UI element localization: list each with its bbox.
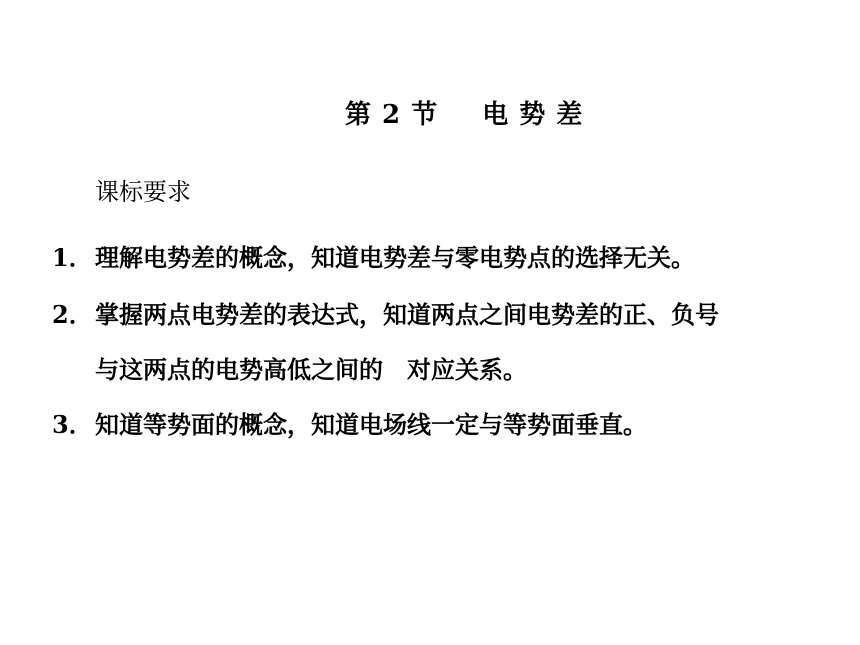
requirement-text-continuation: 与这两点的电势高低之间的 bbox=[95, 355, 383, 384]
requirement-item-2-continuation bbox=[95, 350, 527, 385]
page-title bbox=[345, 94, 583, 131]
requirement-text: 理解电势差的概念，知道电势差与零电势点的选择无关。 bbox=[95, 243, 695, 272]
requirement-number: 2． bbox=[52, 300, 93, 329]
requirement-text: 掌握两点电势差的表达式，知道两点之间电势差的正、负号 bbox=[95, 300, 719, 329]
requirement-text: 知道等势面的概念，知道电场线一定与等势面垂直。 bbox=[95, 410, 647, 439]
requirement-item-1 bbox=[52, 238, 695, 273]
requirement-item-3 bbox=[52, 405, 647, 440]
requirement-item-2 bbox=[52, 295, 719, 330]
section-name: 电 势 差 bbox=[482, 100, 584, 130]
requirement-text-continuation: 对应关系。 bbox=[407, 355, 527, 384]
requirement-number: 1． bbox=[52, 243, 93, 272]
requirement-number: 3． bbox=[52, 410, 93, 439]
curriculum-requirements-heading: 课标要求 bbox=[95, 178, 191, 206]
section-number: 第 2 节 bbox=[345, 100, 439, 130]
